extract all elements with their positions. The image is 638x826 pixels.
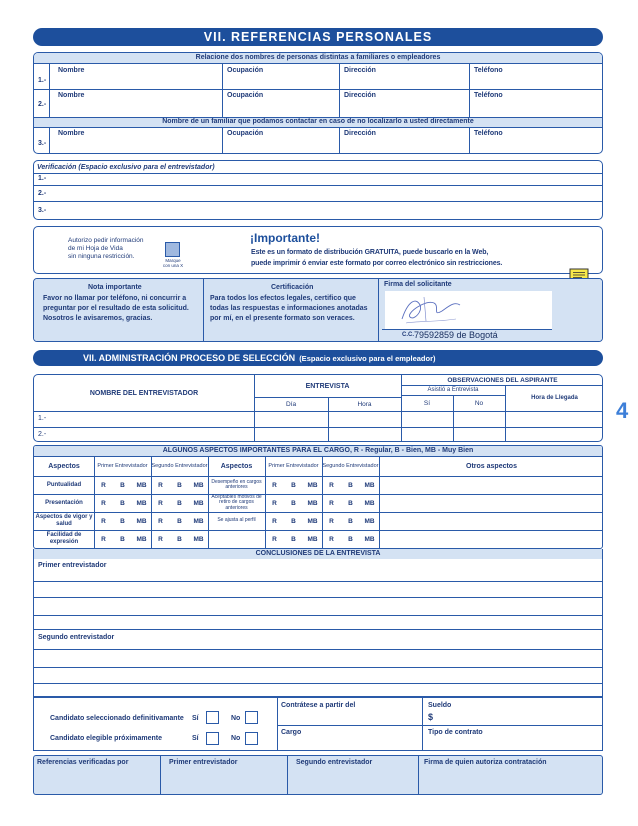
importante-text: Este es un formato de distribución GRATUITA, puede buscarlo en la Web, puede imprimir ó enviar este formato por correo electrónico sin restricciones. bbox=[251, 249, 503, 267]
rating-mb-option[interactable]: MB bbox=[364, 517, 375, 525]
aspecto-left-label: Facilidad de expresión bbox=[46, 532, 82, 545]
rating-mb-option[interactable]: MB bbox=[364, 481, 375, 489]
referencias-table bbox=[33, 52, 603, 154]
rating-r-option[interactable]: R bbox=[272, 499, 277, 507]
si-header: Sí bbox=[423, 399, 431, 407]
verificacion-title: Verificación (Espacio exclusivo para el entrevistador) bbox=[37, 164, 215, 171]
firma-title: Firma del solicitante bbox=[384, 281, 452, 288]
elegible-no-checkbox[interactable] bbox=[245, 732, 258, 745]
ref-number-1: 1.- bbox=[38, 77, 47, 84]
col-direccion-2: Dirección bbox=[344, 92, 376, 99]
marque-text: Marque con una X bbox=[162, 258, 184, 268]
dia-header: Día bbox=[285, 400, 297, 408]
rating-r-option[interactable]: R bbox=[329, 517, 334, 525]
conclusiones-segundo: Segundo entrevistador bbox=[38, 634, 115, 641]
certificacion-text: Para todos los efectos legales, certifico que todas las respuestas e informaciones anotadas por mí, en el presente formato son veraces. bbox=[210, 295, 368, 322]
col-nombre-2: Nombre bbox=[58, 92, 85, 99]
primer-col-left: Primer Entrevistador bbox=[97, 463, 148, 469]
rating-b-option[interactable]: B bbox=[348, 535, 353, 543]
firmas-box bbox=[33, 755, 603, 795]
rating-mb-option[interactable]: MB bbox=[364, 499, 375, 507]
certificacion-title: Certificación bbox=[271, 284, 314, 291]
primer-col-mid: Primer Entrevistador bbox=[268, 463, 319, 469]
rating-b-option[interactable]: B bbox=[177, 517, 182, 525]
ref-number-3: 3.- bbox=[38, 140, 47, 147]
rating-r-option[interactable]: R bbox=[101, 499, 106, 507]
footer-segundo-label: Segundo entrevistador bbox=[296, 759, 373, 766]
rating-mb-option[interactable]: MB bbox=[193, 517, 204, 525]
rating-b-option[interactable]: B bbox=[348, 481, 353, 489]
rating-r-option[interactable]: R bbox=[158, 481, 163, 489]
seleccionado-no-label: No bbox=[231, 715, 241, 722]
conclusiones-box bbox=[33, 549, 603, 697]
col-ocupacion-1: Ocupación bbox=[227, 67, 264, 74]
rating-b-option[interactable]: B bbox=[177, 535, 182, 543]
asistio-header: Asistió a Entrevista bbox=[427, 386, 479, 393]
rating-b-option[interactable]: B bbox=[177, 499, 182, 507]
sueldo-label: Sueldo bbox=[428, 702, 452, 709]
no-header: No bbox=[474, 399, 484, 407]
administracion-subtitle: (Espacio exclusivo para el empleador) bbox=[299, 353, 436, 363]
observaciones-header: OBSERVACIONES DEL ASPIRANTE bbox=[447, 376, 558, 384]
rating-b-option[interactable]: B bbox=[177, 481, 182, 489]
rating-r-option[interactable]: R bbox=[329, 535, 334, 543]
tipo-contrato-label: Tipo de contrato bbox=[428, 729, 483, 736]
autorizo-checkbox[interactable] bbox=[165, 242, 180, 257]
decision-box bbox=[33, 697, 603, 751]
aspectos-table bbox=[33, 445, 603, 549]
col-telefono-2: Teléfono bbox=[474, 92, 503, 99]
autorizo-box bbox=[33, 226, 603, 274]
rating-mb-option[interactable]: MB bbox=[364, 535, 375, 543]
rating-r-option[interactable]: R bbox=[158, 517, 163, 525]
rating-b-option[interactable]: B bbox=[291, 481, 296, 489]
rating-b-option[interactable]: B bbox=[120, 517, 125, 525]
aspecto-left-label: Puntualidad bbox=[46, 481, 82, 488]
section-title-administracion bbox=[33, 350, 603, 366]
seleccionado-no-checkbox[interactable] bbox=[245, 711, 258, 724]
col-telefono-1: Teléfono bbox=[474, 67, 503, 74]
col-nombre-1: Nombre bbox=[58, 67, 85, 74]
verificacion-1: 1.- bbox=[38, 175, 47, 182]
rating-mb-option[interactable]: MB bbox=[307, 481, 318, 489]
sueldo-dollar: $ bbox=[428, 712, 434, 722]
aspecto-left-label: Aspectos de vigor y salud bbox=[35, 514, 93, 527]
rating-b-option[interactable]: B bbox=[348, 517, 353, 525]
entrevista-header: ENTREVISTA bbox=[305, 382, 350, 390]
conclusiones-primer: Primer entrevistador bbox=[38, 562, 107, 569]
aspectos-header: ALGUNOS ASPECTOS IMPORTANTES PARA EL CARGO, R - Regular, B - Bien, MB - Muy Bien bbox=[34, 446, 602, 456]
ref-verificadas-label: Referencias verificadas por bbox=[37, 759, 129, 766]
rating-mb-option[interactable]: MB bbox=[307, 535, 318, 543]
ref-number-2: 2.- bbox=[38, 101, 47, 108]
aspecto-mid-label bbox=[208, 530, 265, 548]
entrevistador-1: 1.- bbox=[38, 415, 47, 422]
col-direccion-3: Dirección bbox=[344, 130, 376, 137]
rating-mb-option[interactable]: MB bbox=[193, 499, 204, 507]
rating-mb-option[interactable]: MB bbox=[193, 535, 204, 543]
rating-b-option[interactable]: B bbox=[348, 499, 353, 507]
cc-label: C.C. bbox=[402, 332, 414, 338]
rating-r-option[interactable]: R bbox=[272, 517, 277, 525]
rating-r-option[interactable]: R bbox=[272, 481, 277, 489]
elegible-no-label: No bbox=[231, 735, 241, 742]
col-telefono-3: Teléfono bbox=[474, 130, 503, 137]
nota-cert-box bbox=[33, 278, 603, 342]
rating-mb-option[interactable]: MB bbox=[136, 481, 147, 489]
aspecto-mid-label: Se ajusta al perfil bbox=[217, 517, 256, 524]
otros-aspectos-header: Otros aspectos bbox=[466, 462, 517, 470]
hora-header: Hora bbox=[357, 400, 372, 408]
segundo-col-left: Segundo Entrevistador bbox=[151, 463, 208, 469]
rating-mb-option[interactable]: MB bbox=[307, 517, 318, 525]
firma-autoriza-label: Firma de quien autoriza contratación bbox=[424, 759, 547, 766]
administracion-title: VII. ADMINISTRACIÓN PROCESO DE SELECCIÓN bbox=[83, 353, 296, 363]
seleccionado-si-label: Sí bbox=[192, 715, 199, 722]
autorizo-text: Autorizo pedir información de mi Hoja de Vida sin ninguna restricción. bbox=[68, 237, 144, 260]
familiar-bar: Nombre de un familiar que podamos contactar en caso de no localizarlo a usted directamente bbox=[34, 117, 602, 127]
rating-r-option[interactable]: R bbox=[101, 517, 106, 525]
rating-mb-option[interactable]: MB bbox=[307, 499, 318, 507]
rating-mb-option[interactable]: MB bbox=[193, 481, 204, 489]
col-nombre-3: Nombre bbox=[58, 130, 85, 137]
aspecto-mid-label: Desempeño en cargos anteriores bbox=[211, 478, 262, 490]
rating-r-option[interactable]: R bbox=[158, 535, 163, 543]
entrevista-table bbox=[33, 374, 603, 442]
col-ocupacion-2: Ocupación bbox=[227, 92, 264, 99]
seleccionado-si-checkbox[interactable] bbox=[206, 711, 219, 724]
segundo-col-mid: Segundo Entrevistador bbox=[322, 463, 379, 469]
rating-b-option[interactable]: B bbox=[120, 535, 125, 543]
rating-b-option[interactable]: B bbox=[291, 517, 296, 525]
elegible-si-checkbox[interactable] bbox=[206, 732, 219, 745]
footer-primer-label: Primer entrevistador bbox=[169, 759, 238, 766]
nota-text: Favor no llamar por teléfono, ni concurrir a preguntar por el resultado de esta solicitud. Nosotros le avisaremos, gracias. bbox=[43, 295, 189, 322]
nombre-entrevistador-header: NOMBRE DEL ENTREVISTADOR bbox=[89, 389, 199, 397]
elegible-label: Candidato elegible próximamente bbox=[50, 735, 163, 742]
rating-b-option[interactable]: B bbox=[291, 499, 296, 507]
rating-r-option[interactable]: R bbox=[272, 535, 277, 543]
aspecto-mid-label: Aceptables motivos de retiro de cargos anteriores bbox=[211, 493, 262, 511]
importante-title: ¡Importante! bbox=[250, 231, 320, 245]
section-title-referencias: VII. REFERENCIAS PERSONALES bbox=[33, 28, 603, 46]
rating-b-option[interactable]: B bbox=[291, 535, 296, 543]
seleccionado-label: Candidato seleccionado definitivamante bbox=[50, 715, 184, 722]
signature-image bbox=[396, 291, 468, 329]
conclusiones-header: CONCLUSIONES DE LA ENTREVISTA bbox=[34, 549, 602, 559]
verificacion-2: 2.- bbox=[38, 190, 47, 197]
col-direccion-1: Dirección bbox=[344, 67, 376, 74]
rating-r-option[interactable]: R bbox=[329, 481, 334, 489]
hora-llegada-header: Hora de Llegada bbox=[531, 394, 578, 401]
relacione-bar: Relacione dos nombres de personas distintas a familiares o empleadores bbox=[34, 53, 602, 63]
rating-r-option[interactable]: R bbox=[101, 535, 106, 543]
rating-mb-option[interactable]: MB bbox=[136, 535, 147, 543]
aspecto-left-label: Presentación bbox=[45, 499, 83, 506]
rating-mb-option[interactable]: MB bbox=[136, 517, 147, 525]
rating-b-option[interactable]: B bbox=[120, 481, 125, 489]
rating-mb-option[interactable]: MB bbox=[136, 499, 147, 507]
entrevistador-2: 2.- bbox=[38, 431, 47, 438]
verificacion-3: 3.- bbox=[38, 207, 47, 214]
rating-r-option[interactable]: R bbox=[329, 499, 334, 507]
rating-r-option[interactable]: R bbox=[158, 499, 163, 507]
nota-title: Nota importante bbox=[88, 284, 142, 291]
cargo-label: Cargo bbox=[281, 729, 302, 736]
aspectos-col-left: Aspectos bbox=[48, 462, 80, 470]
page-number: 4 bbox=[616, 398, 629, 423]
elegible-si-label: Sí bbox=[192, 735, 199, 742]
verificacion-box bbox=[33, 160, 603, 220]
aspectos-col-mid: Aspectos bbox=[220, 462, 253, 470]
cc-value: 79592859 de Bogotá bbox=[414, 330, 498, 340]
col-ocupacion-3: Ocupación bbox=[227, 130, 264, 137]
contratese-label: Contrátese a partir del bbox=[281, 702, 356, 709]
rating-b-option[interactable]: B bbox=[120, 499, 125, 507]
rating-r-option[interactable]: R bbox=[101, 481, 106, 489]
